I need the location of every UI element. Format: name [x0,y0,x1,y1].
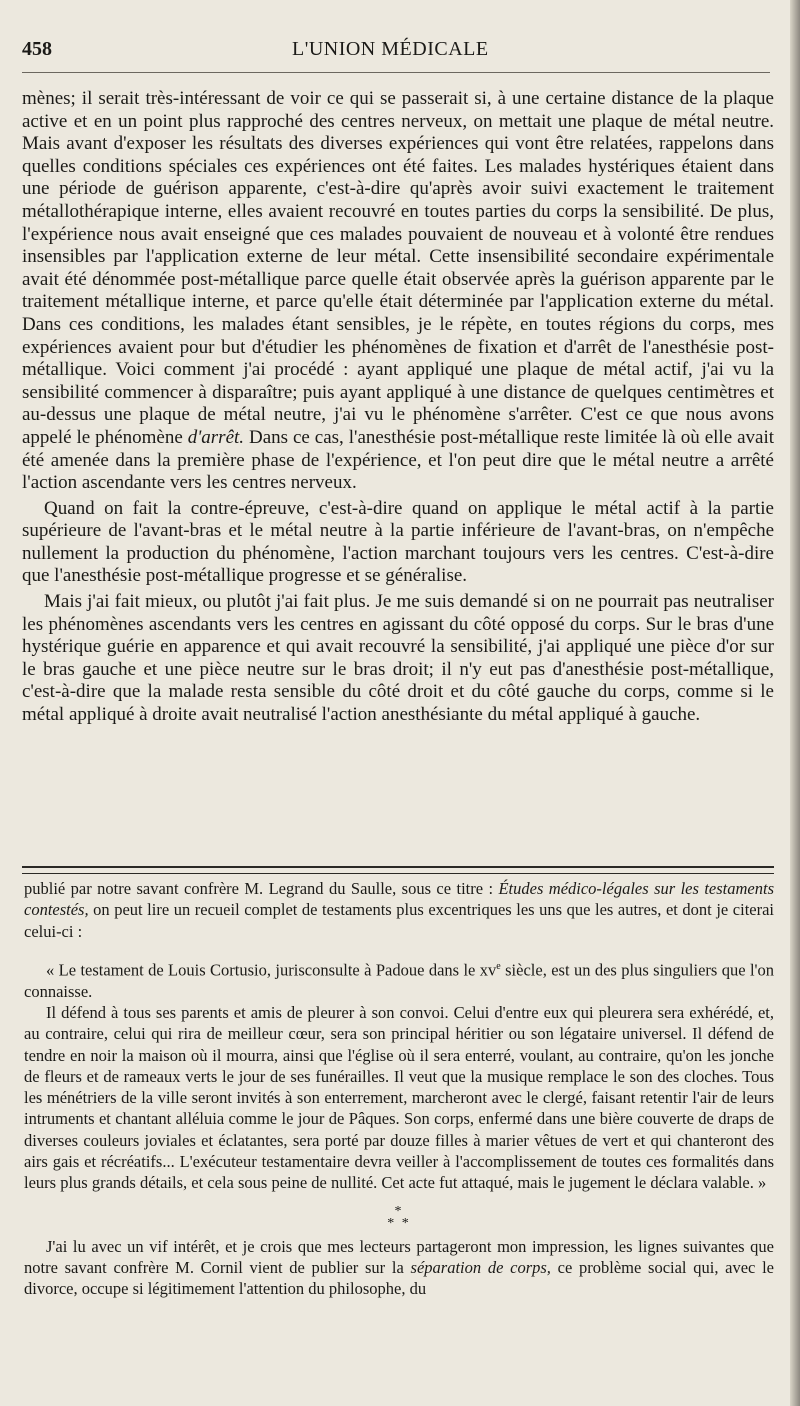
feuilleton-p2-b: siècle, est un des plus singuliers que l'on connaisse. [24,960,774,1001]
separation-emphasis: séparation de corps, [410,1257,551,1277]
paragraph-3: Mais j'ai fait mieux, ou plutôt j'ai fait plus. Je me suis demandé si on ne pourrait pas neutraliser les phénomènes ascendants vers les centres en agissant du côté opposé du corps. Sur le bras d'une hystérique guérie en apparence et qui avait recouvré la sensibilité, j'ai appliqué une pièce d'or sur le bras gauche et une pièce neutre sur le bras droit; il n'y eut pas d'anesthésie post-métallique, c'est-à-dire que la malade resta sensible du côté droit et du côté gauche du corps, comme si le métal appliqué à droite avait neutralisé l'action anesthésiante du métal appliqué à gauche. [22,591,774,726]
feuilleton-p4-a: J'ai lu avec un vif intérêt, et je crois que mes lecteurs partageront mon impression, les lignes suivantes que notre savant confrère M. Cornil vient de publier sur la [24,1236,774,1277]
page-number: 458 [22,38,52,60]
asterism [24,1203,774,1231]
paragraph-1-end: Dans ce cas, l'anesthésie post-métallique reste limitée là où elle avait été amenée dans la première phase de l'expérience, et l'on peut dire que le métal neutre a arrêté l'action ascendante vers les centres nerveux. [22,426,775,494]
main-article [22,88,774,727]
feuilleton-paragraph-4 [24,1236,774,1300]
running-title: L'UNION MÉDICALE [292,38,489,60]
arret-emphasis: d'arrêt. [187,426,245,448]
book-title-emphasis: Études médico-légales sur les testaments contestés, [24,879,774,920]
paragraph-1-text: mènes; il serait très-intéressant de voir ce qui se passerait si, à une certaine distance de la plaque active et en un point plus rapproché des centres nerveux, on mettait une plaque de métal neutre. Mais avant d'exposer les résultats des diverses expériences qui vont être relatées, rappelons dans quelles conditions spéciales ces expériences ont été faites. Les malades hystériques étaient dans une période de guérison apparente, c'est-à-dire qu'après avoir suivi exactement le traitement métallothérapique interne, elles avaient recouvré en toutes parties du corps la sensibilité. De plus, l'expérience nous avait enseigné que ces malades pouvaient de nouveau et à volonté être rendues insensibles par l'application externe de leur métal. Cette insensibilité secondaire expérimentale avait été dénommée post-métallique parce quelle était observée après la guérison apparente par le traitement métallique interne, et parce qu'elle était déterminée par l'application externe du métal. Dans ces conditions, les malades étant sensibles, je le répète, en toutes régions du corps, mes expériences avaient pour but d'étudier les phénomènes de fixation et d'arrêt de l'anesthésie post-métallique. Voici comment j'ai procédé : ayant appliqué une plaque de métal actif, j'ai vu la sensibilité commencer à disparaître; puis ayant appliqué à une distance de quelques centimètres et au-dessus une plaque de métal neutre, j'ai vu le phénomène s'arrêter. C'est ce que nous avons appelé le phénomène [22,88,774,448]
asterism-top: * [394,1203,404,1219]
page-edge-shadow [790,0,800,1406]
asterism-bottom: * * [387,1215,411,1231]
century-superscript: e [496,960,501,972]
paragraph-1 [22,88,774,495]
feuilleton-paragraph-1 [24,878,774,942]
feuilleton-p4-b: ce problème social qui, avec le divorce, occupe si légitimement l'attention du philosophe, du [24,1257,775,1299]
feuilleton-p1-b: on peut lire un recueil complet de testaments plus excentriques les uns que les autres, et dont je citerai celui-ci : [24,900,774,941]
feuilleton-paragraph-3: Il défend à tous ses parents et amis de pleurer à son convoi. Celui d'entre eux qui pleurera sera exhérédé, et, au contraire, celui qui rira de meilleur cœur, sera son principal héritier ou son légataire universel. Il défend de tendre en noir la maison où il mourra, ainsi que l'église où il sera enterré, voulant, au contraire, qu'on les jonche de fleurs et de rameaux verts le jour de ses funérailles. Il veut que la musique remplace le son des cloches. Tous les ménétriers de la ville seront invités à son enterrement, marcheront avec le clergé, faisant retentir l'air de leurs intruments et chantant alléluia comme le jour de Pâques. Son corps, enfermé dans une bière couverte de draps de diverses couleurs joviales et éclatantes, sera porté par douze filles à marier vêtues de vert et qui chanteront des airs gais et récréatifs... L'exécuteur testamentaire devra veiller à l'accomplissement de toutes ces formalités dans leurs plus grands détails, et cela sous peine de nullité. Cet acte fut attaqué, mais le jugement le déclara valable. » [24,1002,774,1193]
header-rule [22,72,770,73]
page-header [22,38,770,68]
paragraph-2: Quand on fait la contre-épreuve, c'est-à-dire quand on applique le métal actif à la partie supérieure de l'avant-bras et le métal neutre à la partie inférieure de l'avant-bras, on n'empêche nullement la production du phénomène, l'action marchant toujours vers les centres. C'est-à-dire que l'anesthésie post-métallique progresse et se généralise. [22,497,774,587]
feuilleton-p1-a: publié par notre savant confrère M. Legrand du Saulle, sous ce titre : [24,879,499,898]
feuilleton [24,878,774,1300]
feuilleton-paragraph-2 [24,956,774,1002]
feuilleton-separator [22,866,774,874]
feuilleton-p2-a: « Le testament de Louis Cortusio, jurisconsulte à Padoue dans le xv [46,960,497,980]
